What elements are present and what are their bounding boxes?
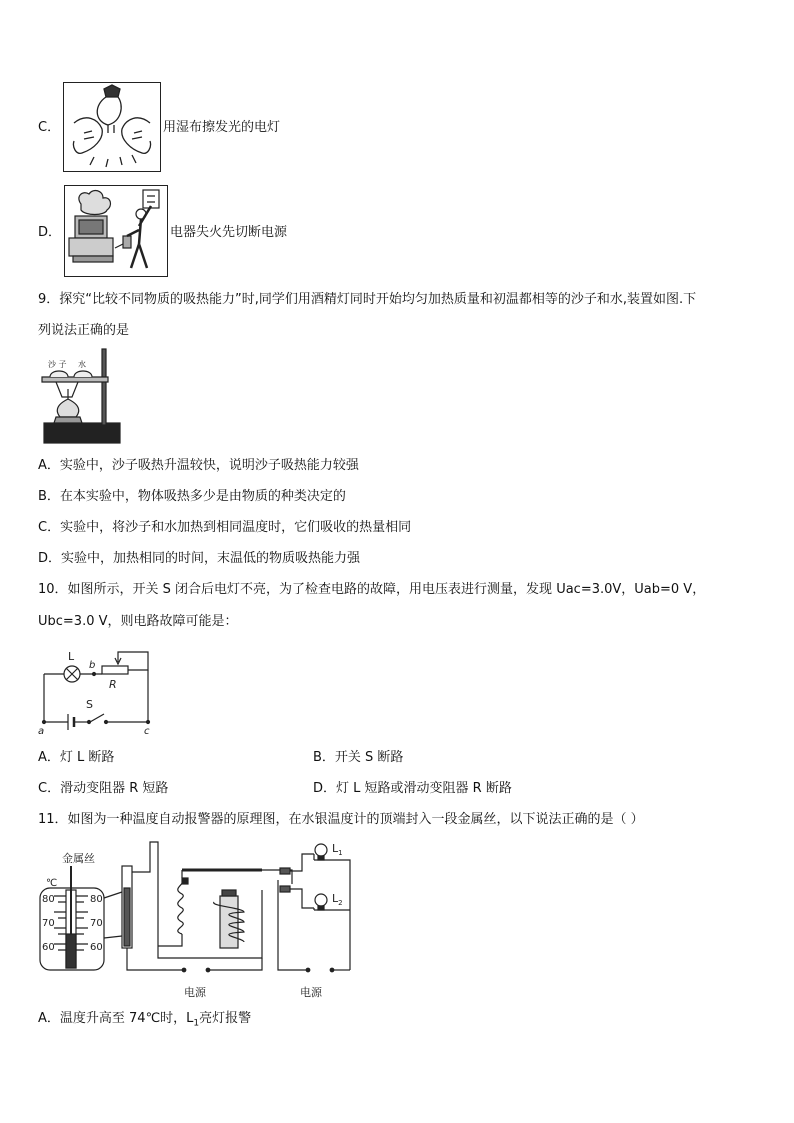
q10-option-d: D．灯 L 短路或滑动变阻器 R 断路 bbox=[313, 781, 512, 796]
lamp-l2-label: $L_2$ bbox=[332, 892, 343, 907]
unit-label: ℃ bbox=[46, 878, 58, 889]
wet-cloth-lamp-figure bbox=[63, 82, 161, 172]
q10-option-c: C．滑动变阻器 R 短路 bbox=[38, 781, 169, 796]
q11-option-a-sub: 1 bbox=[193, 1018, 200, 1029]
q11-option-a bbox=[38, 1010, 251, 1033]
point-c-label: c bbox=[144, 726, 150, 736]
sand-label: 沙 子 bbox=[48, 360, 67, 369]
sand-water-heating-figure bbox=[38, 347, 122, 445]
tick-80-left: 80 bbox=[42, 894, 55, 905]
q9-option-a: A．实验中，沙子吸热升温较快，说明沙子吸热能力较强 bbox=[38, 458, 359, 473]
q9-stem-line2: 列说法正确的是 bbox=[38, 323, 130, 338]
q11-stem: 11．如图为一种温度自动报警器的原理图，在水银温度计的顶端封入一段金属丝，以下说法正确的是（ ） bbox=[38, 812, 644, 827]
option-d-label: D． bbox=[38, 225, 62, 240]
q9-stem-line1: 9．探究“比较不同物质的吸热能力”时,同学们用酒精灯同时开始均匀加热质量和初温都相等的沙子和水,装置如图.下 bbox=[38, 292, 697, 307]
q10-option-a: A．灯 L 断路 bbox=[38, 750, 115, 765]
q10-stem-line2: Ubc=3.0 V，则电路故障可能是： bbox=[38, 614, 238, 629]
option-c-text: 用湿布擦发光的电灯 bbox=[163, 120, 281, 135]
circuit-diagram bbox=[36, 644, 158, 736]
power-source-2-label: 电源 bbox=[300, 986, 322, 999]
wire-label: 金属丝 bbox=[62, 852, 95, 865]
q10-option-b: B．开关 S 断路 bbox=[313, 750, 404, 765]
tick-70-right: 70 bbox=[90, 918, 103, 929]
tick-70-left: 70 bbox=[42, 918, 55, 929]
tick-80-right: 80 bbox=[90, 894, 103, 905]
option-d-text: 电器失火先切断电源 bbox=[170, 225, 288, 240]
switch-label: S bbox=[86, 698, 93, 711]
q9-option-d: D．实验中，加热相同的时间，末温低的物质吸热能力强 bbox=[38, 551, 361, 566]
point-a-label: a bbox=[38, 726, 45, 736]
resistor-label: R bbox=[109, 678, 117, 691]
fire-cut-power-figure bbox=[64, 185, 168, 277]
q11-option-a-end: 亮灯报警 bbox=[199, 1011, 252, 1026]
option-c-label: C． bbox=[38, 120, 61, 135]
lamp-l1-label: $L_1$ bbox=[332, 842, 343, 857]
water-label: 水 bbox=[78, 360, 86, 369]
tick-60-right: 60 bbox=[90, 942, 103, 953]
point-b-label: b bbox=[89, 660, 96, 671]
temperature-alarm-diagram bbox=[38, 838, 360, 1002]
lamp-label: L bbox=[68, 650, 75, 663]
q9-option-c: C．实验中，将沙子和水加热到相同温度时，它们吸收的热量相同 bbox=[38, 520, 412, 535]
q10-stem-line1: 10．如图所示，开关 S 闭合后电灯不亮，为了检查电路的故障，用电压表进行测量，发现 Uac=3.0V，Uab=0 V， bbox=[38, 582, 706, 597]
q11-option-a-text: A．温度升高至 74℃时，L bbox=[38, 1011, 194, 1026]
tick-60-left: 60 bbox=[42, 942, 55, 953]
q9-option-b: B．在本实验中，物体吸热多少是由物质的种类决定的 bbox=[38, 489, 346, 504]
power-source-1-label: 电源 bbox=[184, 986, 206, 999]
